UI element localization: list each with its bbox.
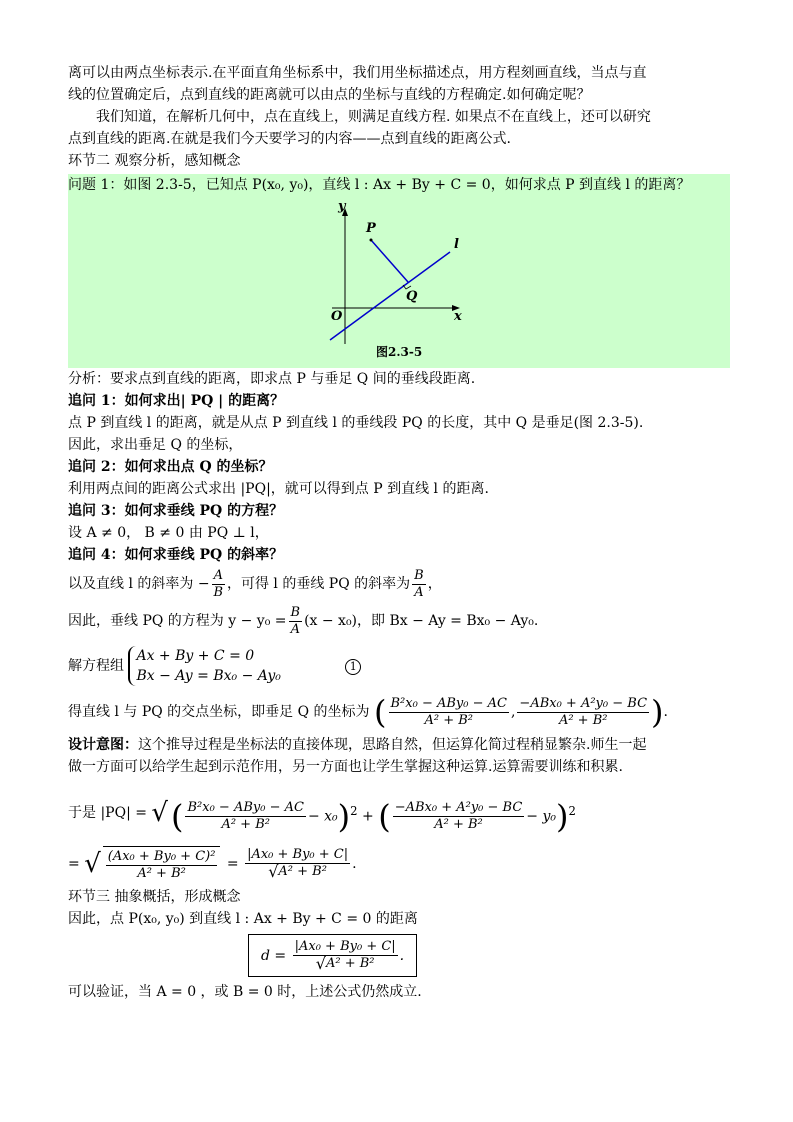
question-1: 问题 1：如图 2.3-5，已知点 P(x₀, y₀)，直线 l : Ax + By + C = 0，如何求点 P 到直线 l 的距离？: [68, 177, 691, 193]
design-intent-line: 设计意图：这个推导过程是坐标法的直接体现，思路自然，但运算化简过程稍显繁杂.师生一起: [68, 737, 647, 753]
slope-line: 以及直线 l 的斜率为 − $\frac{A}{B}$ ，可得 l 的垂线 PQ 的斜率为 $\frac{B}{A}$ ，: [68, 567, 442, 600]
eq-fraction: $\frac{B}{A}$: [290, 604, 301, 637]
segment-PQ: [371, 240, 408, 282]
slope-mid: ，可得 l 的垂线 PQ 的斜率为: [226, 576, 411, 592]
follow-up-1-note: 因此，求出垂足 Q 的坐标，: [68, 437, 243, 453]
perp-equation-line: 因此，垂线 PQ 的方程为 y − y₀ = $\frac{B}{A}$ (x − x₀)，即 Bx − Ay = Bx₀ − Ay₀.: [68, 604, 539, 637]
analysis-text: 分析：要求点到直线的距离，即求点 P 与垂足 Q 间的垂线段距离.: [68, 371, 476, 387]
foot-coordinate-line: 得直线 l 与 PQ 的交点坐标，即垂足 Q 的坐标为 ( $\frac{\text{B²x₀ − ABy₀ − AC}}{\text{A² + B²}}$ , $\frac{\text{−ABx₀ + A²y₀ − BC}}{\text{A² + B²}}$ ).: [68, 693, 668, 731]
label-x: x: [454, 309, 462, 324]
para-line: 点到直线的距离.在就是我们今天要学习的内容——点到直线的距离公式.: [68, 131, 511, 147]
equation-system: 解方程组 Ax + By + C = 0 Bx − Ay = Bx₀ − Ay₀ 1: [68, 646, 734, 686]
slope-pre: 以及直线 l 的斜率为 −: [68, 576, 210, 592]
label-O: O: [331, 309, 343, 324]
follow-up-2-answer: 利用两点间的距离公式求出 |PQ|，就可以得到点 P 到直线 l 的距离.: [68, 481, 489, 497]
follow-up-3: 追问 3：如何求垂线 PQ 的方程？: [68, 503, 284, 519]
document-page: [68, 62, 734, 1003]
para-line: 线的位置确定后，点到直线的距离就可以由点的坐标与直线的方程确定.如何确定呢？: [68, 87, 591, 103]
distance-formula-box: d = $\frac{\text{|Ax₀ + By₀ + C|}}{\text{√A² + B²}}$ .: [68, 934, 734, 978]
section-heading-3: 环节三 抽象概括，形成概念: [68, 888, 241, 905]
point-P: [370, 239, 373, 242]
conclusion-text: 因此，点 P(x₀, y₀) 到直线 l : Ax + By + C = 0 的距离: [68, 910, 418, 927]
para-line: 我们知道，在解析几何中，点在直线上，则满足直线方程. 如果点不在直线上，还可以研究: [96, 109, 651, 125]
label-P: P: [366, 221, 376, 236]
equation-marker: 1: [345, 659, 361, 675]
para-line: 离可以由两点坐标表示.在平面直角坐标系中，我们用坐标描述点，用方程刻画直线，当点与直: [68, 65, 647, 81]
figure-2-3-5: [68, 196, 730, 364]
label-l: l: [454, 237, 459, 252]
line-l: [330, 252, 450, 340]
figure-box: [68, 174, 730, 368]
section-heading: 环节二 观察分析，感知概念: [68, 153, 241, 169]
label-Q: Q: [406, 289, 418, 304]
design-intent-line-2: 做一方面可以给学生起到示范作用，另一方面也让学生掌握这种运算.运算需要训练和积累.: [68, 759, 623, 775]
follow-up-3-answer: 设 A ≠ 0， B ≠ 0 由 PQ ⊥ l，: [68, 525, 269, 541]
label-y: y: [338, 199, 346, 214]
perp-slope-fraction: $\frac{B}{A}$: [414, 567, 424, 600]
slope-fraction: $\frac{A}{B}$: [213, 567, 224, 600]
follow-up-1: 追问 1：如何求出| PQ | 的距离？: [68, 393, 285, 409]
follow-up-1-answer: 点 P 到直线 l 的距离，就是从点 P 到直线 l 的垂线段 PQ 的长度，其中 Q 是垂足(图 2.3-5).: [68, 415, 644, 431]
figure-caption: 图2.3-5: [376, 345, 423, 359]
follow-up-4: 追问 4：如何求垂线 PQ 的斜率？: [68, 547, 284, 563]
system-brace: Ax + By + C = 0 Bx − Ay = Bx₀ − Ay₀: [128, 646, 280, 686]
pq-derivation-1: 于是 |PQ| = √( $\frac{\text{B²x₀ − ABy₀ − AC}}{\text{A² + B²}}$ − x₀)$^2$ + ( $\frac{\text{−ABx₀ + A²y₀ − BC}}{\text{A² + B²}}$ − y₀)$^2$: [68, 797, 576, 836]
pq-derivation-2: = √ $\frac{\text{(Ax₀ + By₀ + C)²}}{\text{A² + B²}}$ = $\frac{\text{|Ax₀ + By₀ + C|}}{\text{√A² + B²}}$ .: [68, 846, 357, 881]
follow-up-2: 追问 2：如何求出点 Q 的坐标？: [68, 459, 273, 475]
verification-text: 可以验证，当 A = 0 ，或 B = 0 时，上述公式仍然成立.: [68, 984, 422, 1001]
